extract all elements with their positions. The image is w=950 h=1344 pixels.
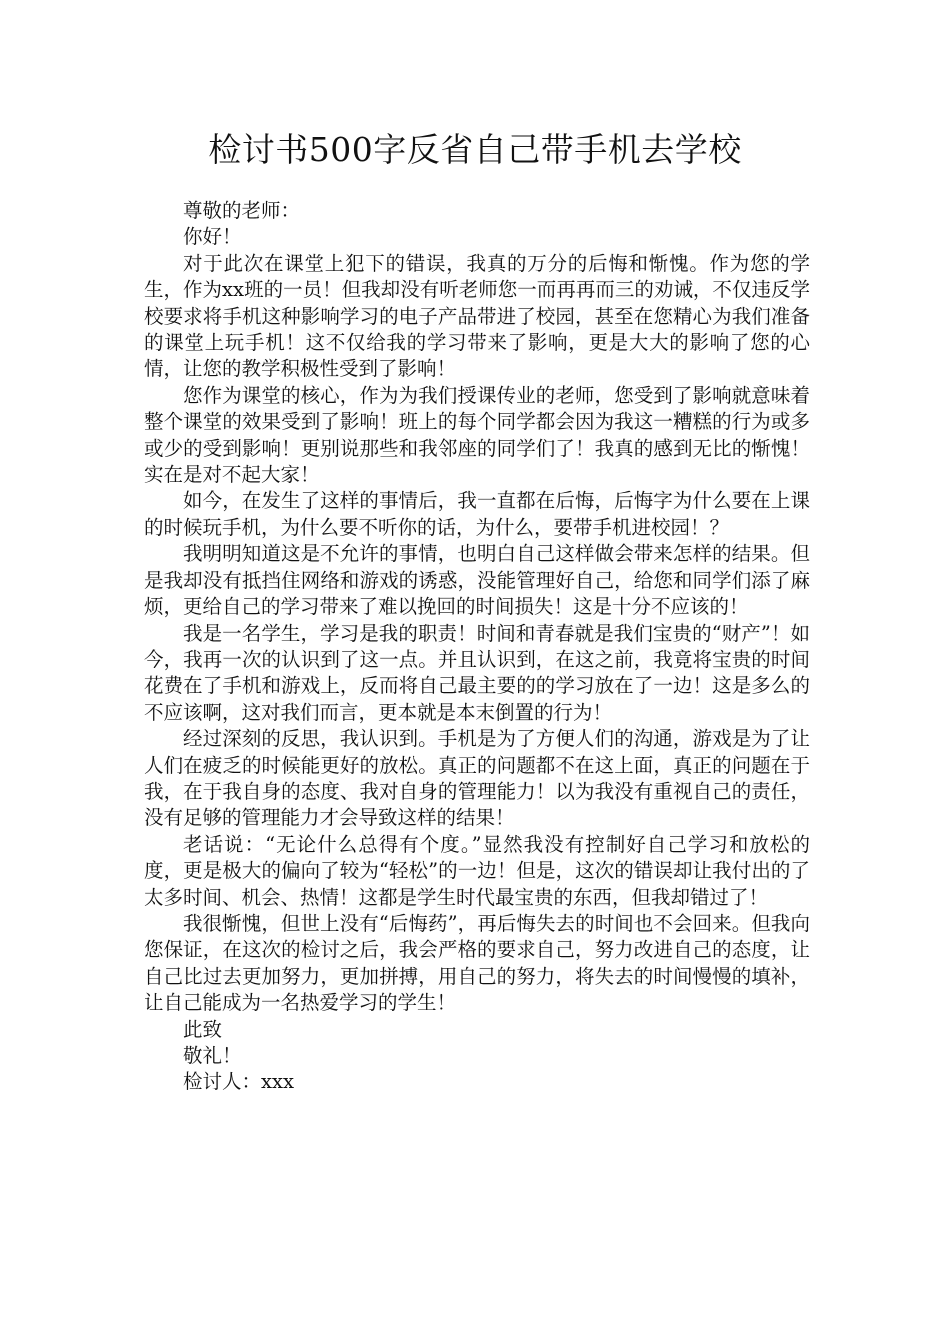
paragraph: 您作为课堂的核心，作为为我们授课传业的老师，您受到了影响就意味着整个课堂的效果受到了影响！班上的每个同学都会因为我这一糟糕的行为或多或少的受到影响！更别说那些和我邻座的同学们了！我真的感到无比的惭愧！实在是对不起大家！	[144, 383, 810, 487]
closing-line: 此致	[183, 1017, 223, 1041]
paragraph: 我是一名学生，学习是我的职责！时间和青春就是我们宝贵的“财产”！如今，我再一次的认识到了这一点。并且认识到，在这之前，我竟将宝贵的时间花费在了手机和游戏上，反而将自己最主要的的学习放在了一边！这是多么的不应该啊，这对我们而言，更本就是本末倒置的行为！	[144, 621, 810, 724]
paragraph: 我很惭愧，但世上没有“后悔药”，再后悔失去的时间也不会回来。但我向您保证，在这次的检讨之后，我会严格的要求自己，努力改进自己的态度，让自己比过去更加努力，更加拼搏，用自己的努力，将失去的时间慢慢的填补，让自己能成为一名热爱学习的学生！	[144, 911, 810, 1015]
closing-salute: 敬礼！	[183, 1044, 242, 1067]
paragraph: 如今，在发生了这样的事情后，我一直都在后悔，后悔字为什么要在上课的时候玩手机，为什么要不听你的话，为什么，要带手机进校园！？	[144, 489, 810, 539]
greeting: 你好！	[183, 225, 242, 249]
document-body	[144, 198, 810, 1096]
document-title: 检讨书500字反省自己带手机去学校	[208, 130, 742, 169]
paragraph: 我明明知道这是不允许的事情，也明白自己这样做会带来怎样的结果。但是我却没有抵挡住网络和游戏的诱惑，没能管理好自己，给您和同学们添了麻烦，更给自己的学习带来了难以挽回的时间损失！这是十分不应该的！	[144, 542, 810, 619]
paragraph: 经过深刻的反思，我认识到。手机是为了方便人们的沟通，游戏是为了让人们在疲乏的时候能更好的放松。真正的问题都不在这上面，真正的问题在于我，在于我自身的态度、我对自身的管理能力！以为我没有重视自己的责任，没有足够的管理能力才会导致这样的结果！	[144, 727, 810, 830]
paragraph: 老话说：“无论什么总得有个度。”显然我没有控制好自己学习和放松的度，更是极大的偏向了较为“轻松”的一边！但是，这次的错误却让我付出的了太多时间、机会、热情！这都是学生时代最宝贵的东西，但我却错过了！	[144, 832, 810, 909]
signature: 检讨人：xxx	[183, 1070, 294, 1094]
salutation: 尊敬的老师：	[183, 199, 301, 222]
paragraph: 对于此次在课堂上犯下的错误，我真的万分的后悔和惭愧。作为您的学生，作为xx班的一员！但我却没有听老师您一而再再而三的劝诫，不仅违反学校要求将手机这种影响学习的电子产品带进了校园，甚至在您精心为我们准备的课堂上玩手机！这不仅给我的学习带来了影响，更是大大的影响了您的心情，让您的教学积极性受到了影响！	[144, 251, 810, 381]
